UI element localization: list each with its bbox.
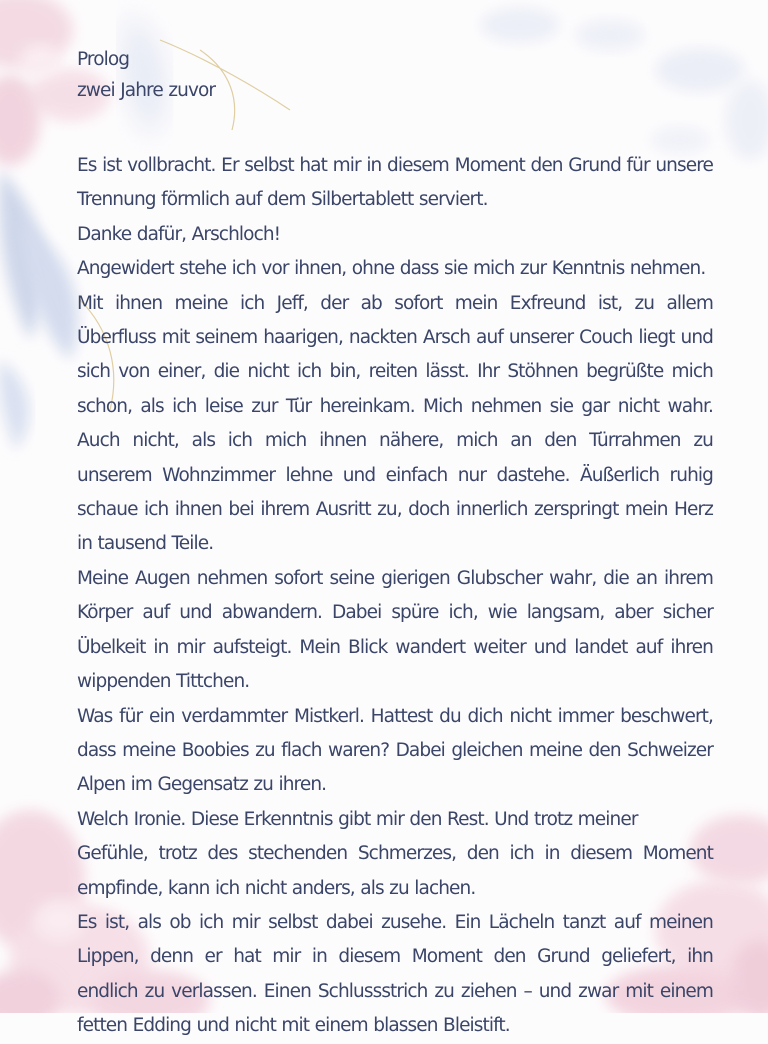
heading-spacer bbox=[77, 106, 713, 149]
paragraph: Gefühle, trotz des stechenden Schmerzes, den ich in diesem Moment empfinde, kann ich nicht anders, als zu lachen. bbox=[77, 843, 713, 899]
document-page bbox=[77, 44, 713, 1044]
paragraph: Was für ein verdammter Mistkerl. Hattest du dich nicht immer beschwert, dass meine Boobies zu flach waren? Dabei gleichen meine den Schweizer Alpen im Gegensatz zu ihren. bbox=[77, 705, 713, 796]
paragraph: Es ist, als ob ich mir selbst dabei zusehe. Ein Lächeln tanzt auf meinen Lippen, denn er hat mir in diesem Moment den Grund geliefert, ihn endlich zu verlassen. Einen Schlussstrich zu ziehen – und zwar mit einem fetten Edding und nicht mit einem blassen Bleistift. bbox=[77, 911, 713, 1037]
chapter-title: Prolog bbox=[77, 49, 130, 70]
paragraph: Welch Ironie. Diese Erkenntnis gibt mir den Rest. Und trotz meiner bbox=[77, 808, 638, 830]
paragraph: Mit ihnen meine ich Jeff, der ab sofort mein Exfreund ist, zu allem Überfluss mit seinem haarigen, nackten Arsch auf unserer Couch liegt und sich von einer, die nicht ich bin, reiten lässt. Ihr Stöhnen begrüßte mich schon, als ich leise zur Tür hereinkam. Mich nehmen sie gar nicht wahr. Auch nicht, als ich mich ihnen nähere, mich an den Türrahmen zu unserem Wohnzimmer lehne und einfach nur dastehe. Äußerlich ruhig schaue ich ihnen bei ihrem Ausritt zu, doch innerlich zerspringt mein Herz in tausend Teile. bbox=[77, 292, 713, 555]
paragraph: Es ist vollbracht. Er selbst hat mir in diesem Moment den Grund für unsere Trennung förmlich auf dem Silbertablett serviert. bbox=[77, 155, 713, 211]
paragraph: Meine Augen nehmen sofort seine gierigen Glubscher wahr, die an ihrem Körper auf und abwandern. Dabei spüre ich, wie langsam, aber sicher Übelkeit in mir aufsteigt. Mein Blick wandert weiter und landet auf ihren wippenden Tittchen. bbox=[77, 567, 713, 693]
chapter-subtitle: zwei Jahre zuvor bbox=[77, 80, 216, 101]
paragraph: Danke dafür, Arschloch! bbox=[77, 223, 281, 245]
paragraph: Angewidert stehe ich vor ihnen, ohne dass sie mich zur Kenntnis nehmen. bbox=[77, 258, 706, 280]
